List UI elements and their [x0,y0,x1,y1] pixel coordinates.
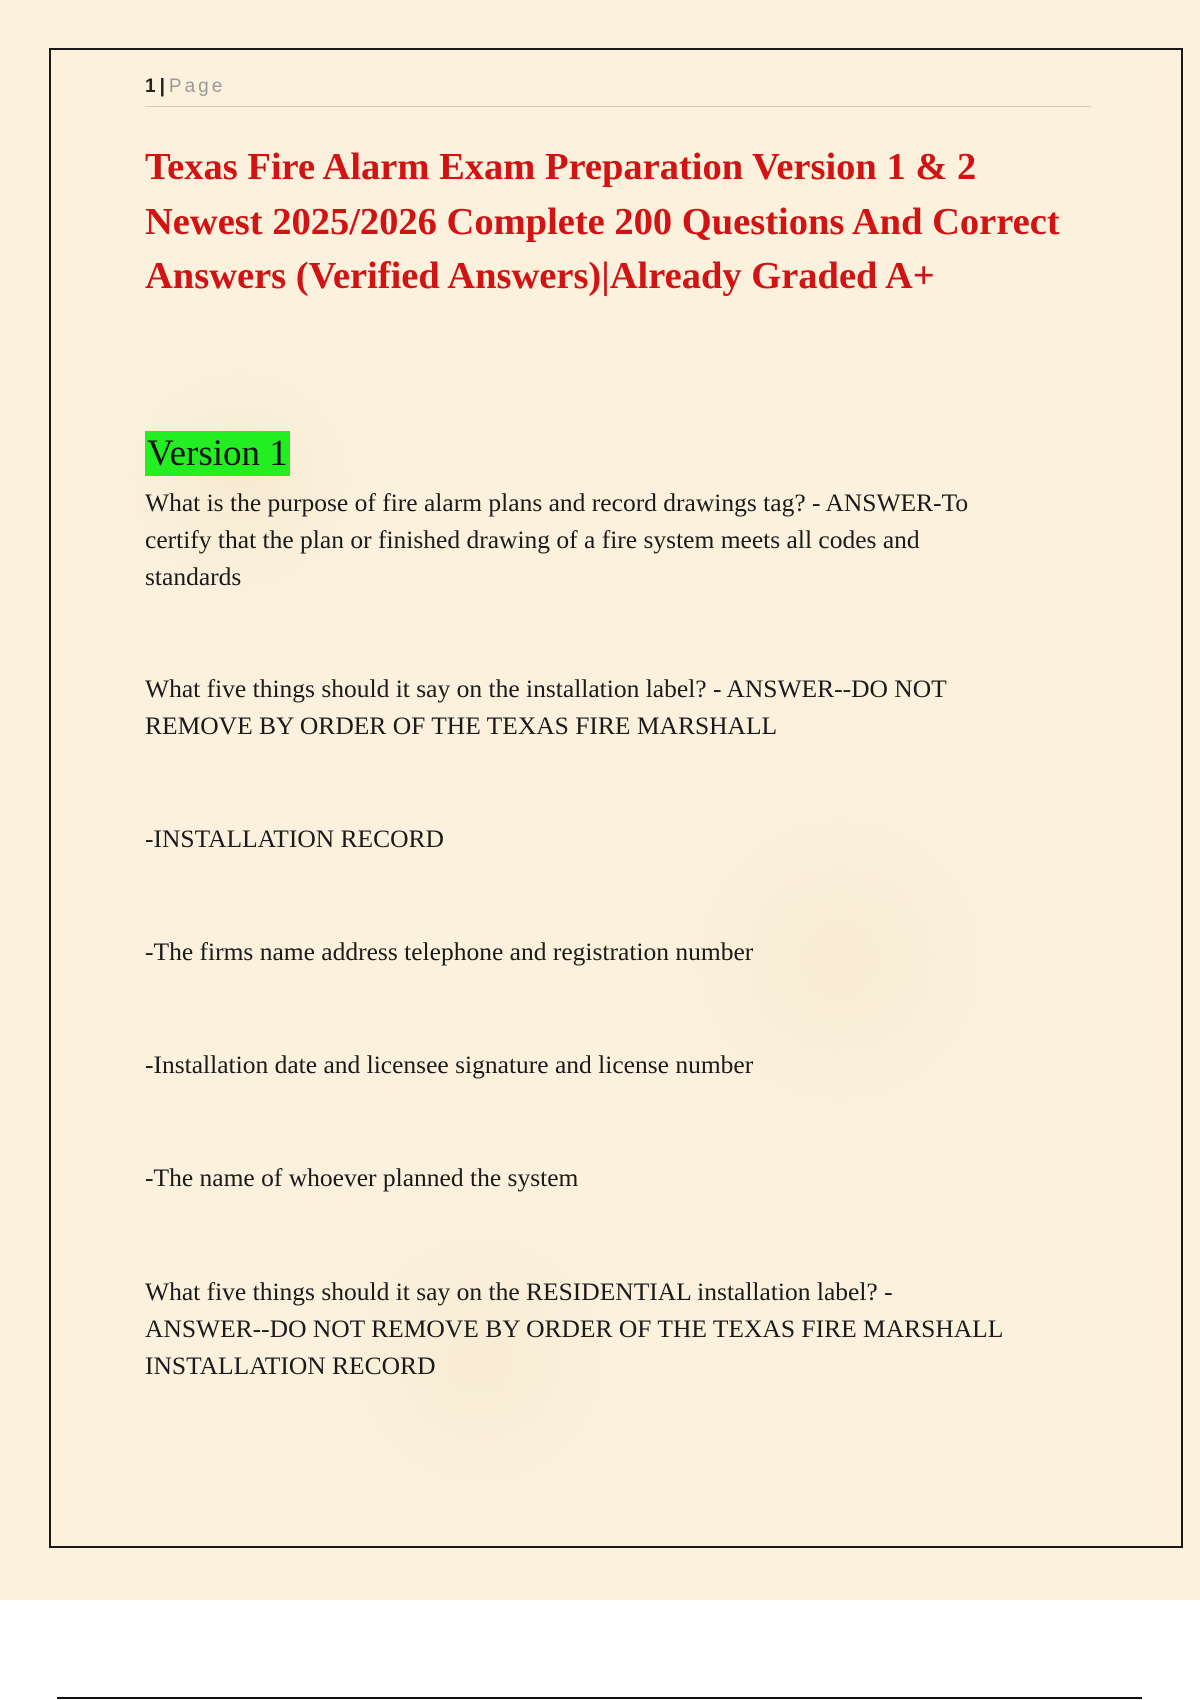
footer-rule [57,1697,1142,1699]
section-label-version-1: Version 1 [147,433,288,474]
label-item-installation-record: -INSTALLATION RECORD [145,824,444,853]
label-item-installation-date: -Installation date and licensee signature and license number [145,1050,754,1079]
question-residential-installation-label: What five things should it say on the RESIDENTIAL installation label? - ANSWER--DO NOT REMOVE BY ORDER OF THE TEXAS FIRE MARSHALL INSTALLATION RECORD [145,1277,1003,1380]
page-separator: | [159,76,165,97]
page-word: Page [168,76,226,97]
question-installation-label: What five things should it say on the installation label? - ANSWER--DO NOT REMOVE BY ORDER OF THE TEXAS FIRE MARSHALL [145,674,947,740]
page-number: 1 [145,76,156,97]
question-purpose-of-plans-tag: What is the purpose of fire alarm plans and record drawings tag? - ANSWER-To certify that the plan or finished drawing of a fire system meets all codes and standards [145,488,969,591]
page-header [145,74,1091,107]
label-item-planner-name: -The name of whoever planned the system [145,1163,579,1192]
document-title: Texas Fire Alarm Exam Preparation Version 1 & 2 Newest 2025/2026 Complete 200 Questions And Correct Answers (Verified Answers)|Already Graded A+ [145,146,1060,297]
label-item-firm-details: -The firms name address telephone and registration number [145,937,754,966]
